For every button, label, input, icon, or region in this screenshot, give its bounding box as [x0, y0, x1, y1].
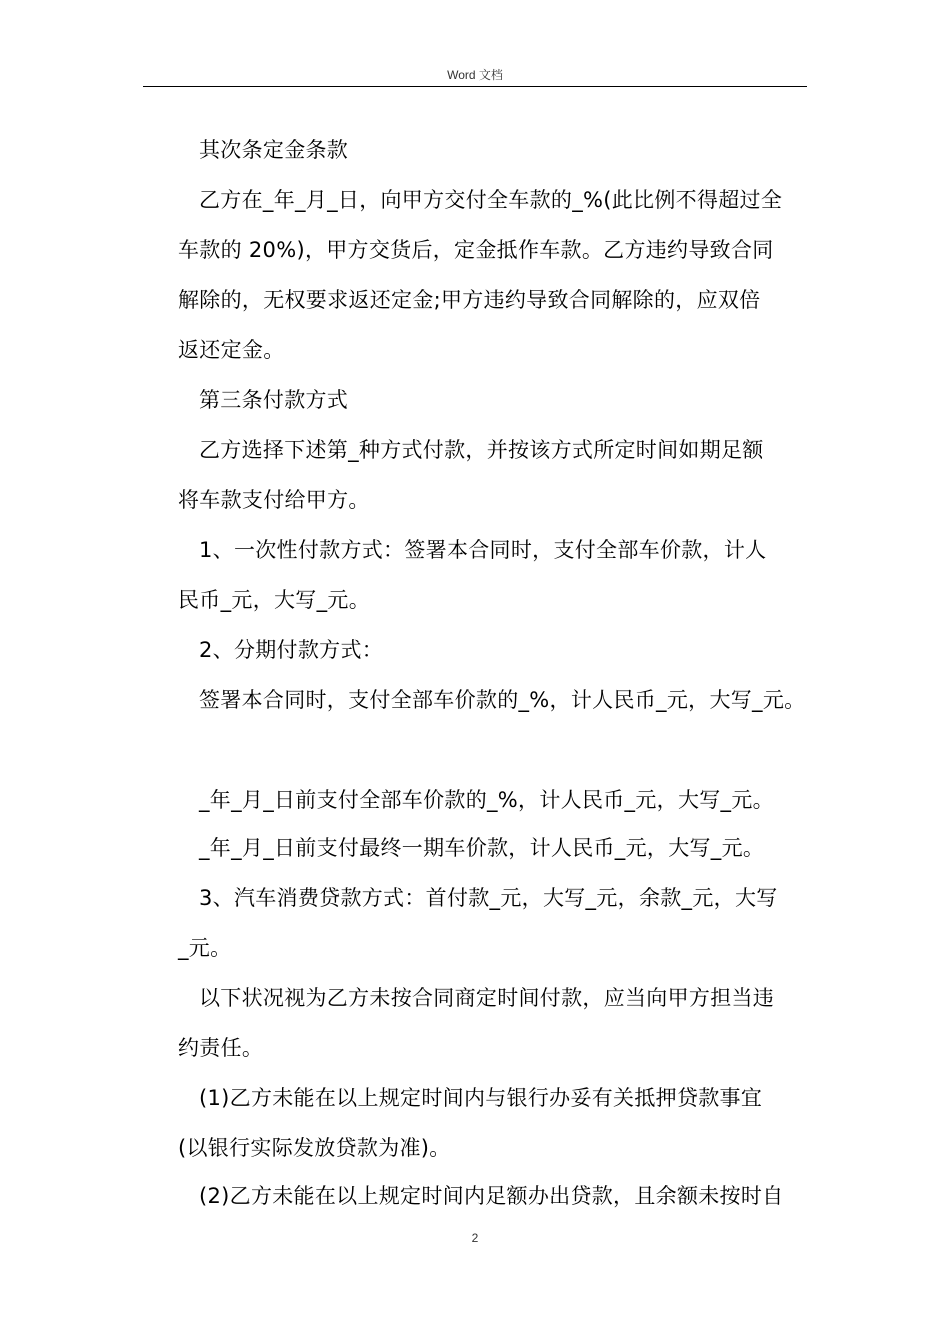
paragraph-line: 将车款支付给甲方。: [178, 488, 370, 512]
paragraph-line: 2、分期付款方式：: [199, 638, 384, 662]
paragraph-line: 返还定金。: [178, 338, 285, 362]
paragraph-line: (2)乙方未能在以上规定时间内足额办出贷款，且余额未按时自: [199, 1184, 784, 1208]
paragraph-line: 约责任。: [178, 1036, 264, 1060]
paragraph-line: 以下状况视为乙方未按合同商定时间付款，应当向甲方担当违: [199, 986, 775, 1010]
clause-heading-deposit: 其次条定金条款: [199, 138, 349, 162]
page-number: 2: [471, 1231, 479, 1245]
paragraph-line: _年_月_日前支付最终一期车价款，计人民币_元，大写_元。: [199, 836, 765, 860]
paragraph-line: (以银行实际发放贷款为准)。: [178, 1136, 451, 1160]
page-header: Word 文档: [447, 68, 503, 82]
paragraph-line: 民币_元，大写_元。: [178, 588, 370, 612]
paragraph-line: 3、汽车消费贷款方式：首付款_元，大写_元，余款_元，大写: [199, 886, 778, 910]
clause-heading-payment: 第三条付款方式: [199, 388, 349, 412]
paragraph-line: 解除的，无权要求返还定金;甲方违约导致合同解除的，应双倍: [178, 288, 761, 312]
paragraph-line: (1)乙方未能在以上规定时间内与银行办妥有关抵押贷款事宜: [199, 1086, 763, 1110]
paragraph-line: 1、一次性付款方式：签署本合同时，支付全部车价款，计人: [199, 538, 767, 562]
paragraph-line: 车款的 20%)，甲方交货后，定金抵作车款。乙方违约导致合同: [178, 238, 774, 262]
paragraph-line: _年_月_日前支付全部车价款的_%，计人民币_元，大写_元。: [199, 788, 774, 812]
paragraph-line: 乙方在_年_月_日，向甲方交付全车款的_%(此比例不得超过全: [199, 188, 783, 212]
paragraph-line: 签署本合同时，支付全部车价款的_%，计人民币_元，大写_元。: [199, 688, 806, 712]
paragraph-line: _元。: [178, 936, 232, 960]
paragraph-line: 乙方选择下述第_种方式付款，并按该方式所定时间如期足额: [199, 438, 764, 462]
